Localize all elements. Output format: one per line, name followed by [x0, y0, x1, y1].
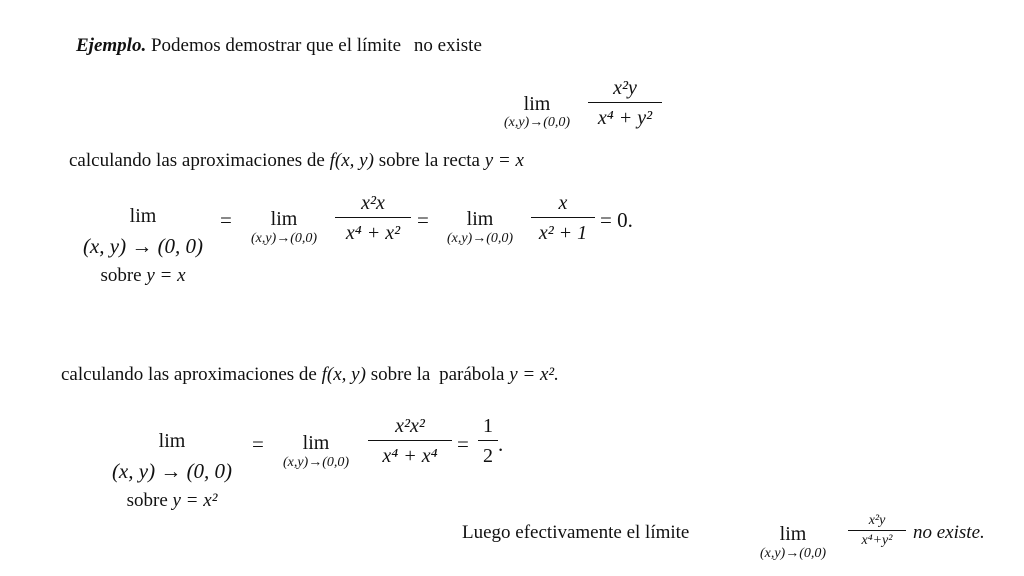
fraction-denominator: x⁴ + y² [597, 107, 653, 130]
equals-sign: = [417, 208, 429, 232]
line2-word: parábola [439, 364, 505, 385]
main-limit [489, 94, 585, 130]
path-expr: y = x² [172, 490, 218, 511]
line2-mid: sobre la [370, 364, 431, 385]
fraction-bar [478, 440, 498, 441]
lim-operator: lim [302, 432, 330, 454]
lim-subscript: (x,y)→(0,0) [503, 115, 571, 130]
eq1-path-limit [74, 206, 212, 285]
fraction-denominator: 2 [483, 445, 493, 468]
path-word: sobre [100, 265, 142, 286]
fraction-numerator: x²y [613, 77, 637, 99]
lim-operator: lim [158, 430, 186, 452]
fraction-bar [531, 217, 595, 218]
lim-operator: lim [270, 208, 298, 230]
curve-expr: y = x². [509, 364, 559, 385]
intro-text-2: no existe [413, 35, 482, 56]
eq2-fraction-3 [478, 416, 498, 466]
conclusion-end: no existe. [913, 522, 985, 543]
lim-operator: lim [129, 205, 157, 227]
lim-subscript: (x,y)→(0,0) [282, 455, 350, 470]
intro-text: Podemos demostrar que el límite [150, 35, 402, 56]
eq2-fraction-2 [368, 416, 452, 466]
conclusion-text: Luego efectivamente el límite [462, 522, 690, 543]
approach-expr: (x, y) → (0, 0) [111, 459, 233, 483]
fraction-denominator: x⁴ + x² [345, 222, 401, 245]
eq1-fraction-3 [531, 193, 595, 243]
fraction-numerator: x²y [868, 513, 886, 528]
fraction-numerator: 1 [483, 415, 493, 437]
equals-sign: = [252, 432, 264, 456]
line1-text: calculando las aproximaciones de [69, 150, 325, 171]
lim-subscript: (x,y)→(0,0) [250, 231, 318, 246]
eq1-limit-2 [238, 209, 330, 246]
equals-sign: = [220, 208, 232, 232]
conclusion-limit [744, 524, 842, 561]
lim-operator: lim [779, 523, 807, 545]
conclusion-fraction [848, 514, 906, 548]
eq2-limit-2 [270, 433, 362, 470]
function-expr: f(x, y) [321, 364, 366, 385]
fraction-bar [368, 440, 452, 441]
example-label: Ejemplo. [76, 35, 147, 56]
function-expr: f(x, y) [329, 150, 374, 171]
fraction-bar [848, 530, 906, 531]
period: . [498, 432, 504, 456]
text-line-2 [61, 365, 559, 384]
lim-operator: lim [523, 93, 551, 115]
fraction-numerator: x²x² [395, 415, 425, 437]
fraction-bar [335, 217, 411, 218]
lim-subscript: (x,y)→(0,0) [759, 546, 827, 561]
fraction-denominator: x⁴ + x⁴ [382, 445, 438, 468]
fraction-numerator: x [558, 192, 568, 214]
line2-text: calculando las aproximaciones de [61, 364, 317, 385]
fraction-denominator: x² + 1 [538, 222, 588, 245]
lim-subscript: (x,y)→(0,0) [446, 231, 514, 246]
line1-mid: sobre la recta [378, 150, 480, 171]
result-expr: = 0. [600, 208, 633, 232]
equals-sign: = [457, 432, 469, 456]
curve-expr: y = x [484, 150, 524, 171]
eq1-fraction-2 [335, 193, 411, 243]
main-fraction [588, 78, 662, 128]
fraction-denominator: x⁴+y² [861, 533, 893, 548]
intro-line [76, 36, 482, 55]
eq2-path-limit [99, 431, 245, 510]
fraction-numerator: x²x [361, 192, 385, 214]
lim-operator: lim [466, 208, 494, 230]
approach-expr: (x, y) → (0, 0) [82, 234, 204, 258]
fraction-bar [588, 102, 662, 103]
path-expr: y = x [146, 265, 186, 286]
path-word: sobre [126, 490, 168, 511]
eq1-limit-3 [434, 209, 526, 246]
text-line-1 [69, 151, 524, 170]
